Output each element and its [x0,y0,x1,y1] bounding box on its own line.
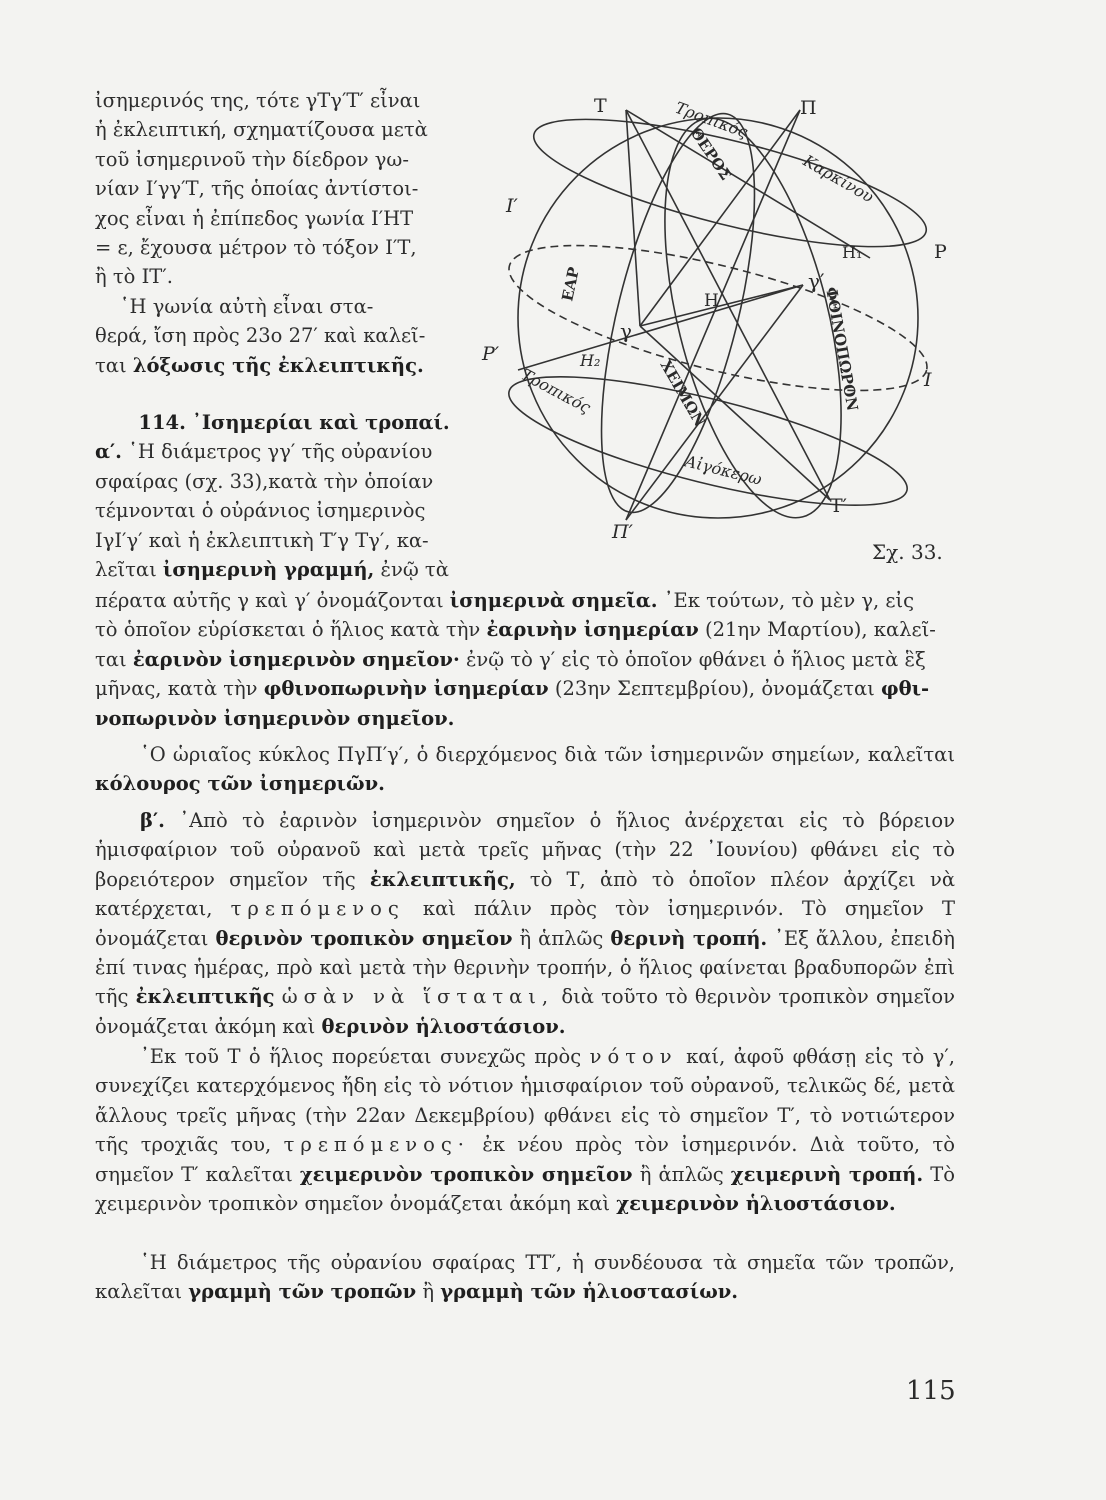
label-aigokerou: Αἰγόκερω [683,451,764,489]
paragraph-ecliptic-definition [95,86,457,292]
term-winter-solstice: χειμερινὴ τροπή. [730,1162,924,1186]
text-run: ἐκ νέου πρὸς τὸν ἰσημερινόν. Διὰ τοῦτο, τὸ σημεῖον Τ′ καλεῖται [95,1133,956,1186]
text-run: ἢ [422,1280,435,1304]
label-I: Ι [924,369,932,391]
label-I-prime: Ι′ [506,195,518,217]
line: ἐνῷ τὰ [380,558,449,582]
term-summer-tropic-point: θερινὸν τροπικὸν σημεῖον [215,926,513,950]
label-ear: ΕΑΡ [558,265,584,303]
line: ῾Η διάμετρος γγ′ τῆς οὐρανίου [128,440,433,464]
text-run: ῾Ο ὡριαῖος κύκλος ΠγΠ′γ′, ὁ διερχόμενος διὰ τῶν ἰσημερινῶν σημείων, καλεῖται [140,743,955,766]
label-R: Ρ [934,241,947,263]
colure-left [570,97,786,527]
label-tropic-top: Τροπικός [672,97,751,142]
term-equinoctial-line: ἰσημερινὴ γραμμή, [162,558,375,582]
line: σφαίρας (σχ. 33),κατὰ τὴν ὁποίαν [95,469,434,493]
spaced-word: τρεπόμενος [230,897,405,921]
line: ἡ ἐκλειπτική, σχηματίζουσα μετὰ [95,118,428,142]
term-ecliptic: ἐκλειπτικῆς [135,985,275,1009]
line: = ε, ἔχουσα μέτρον τὸ τόξον Ι′Τ, [95,236,417,260]
label-phthinoporon: ΦΘΙΝΟΠΩΡΟΝ [822,285,862,413]
text-run: διὰ τοῦτο τὸ θερινὸν τροπικὸν σημεῖον ὀνομάζεται ἀκόμη καὶ [95,985,955,1038]
term-equinoctial-points: ἰσημερινὰ σημεῖα. [449,589,658,612]
line: θερά, ἴση πρὸς 23ο 27′ καὶ καλεῖ- [95,324,426,348]
paragraph-beta-summer [95,806,955,1041]
term-equinoctial-colure: κόλουρος τῶν ἰσημεριῶν. [95,772,385,796]
text-run: καὶ πάλιν πρὸς τὸν ἰσημερινόν. Τὸ σημεῖον Τ ὀνομάζεται [95,897,955,950]
text-run: ᾿Εκ τοῦ Τ ὁ ἥλιος πορεύεται συνεχῶς πρὸς [140,1045,582,1068]
term-ecliptic: ἐκλειπτικῆς, [369,867,516,891]
text-run: ᾿Εκ τούτων, τὸ μὲν γ, εἰς [663,589,915,612]
label-R-prime: Ρ′ [482,343,500,365]
text-run: ῾Η διάμετρος τῆς οὐρανίου σφαίρας ΤΤ′, ἡ συνδέουσα τὰ σημεῖα τῶν τροπῶν, καλεῖται [95,1251,955,1304]
term-autumnal-point-start: φθι- [880,677,930,701]
spaced-word: τρεπόμενος· [283,1133,470,1157]
term-summer-heliostasion: θερινὸν ἡλιοστάσιον. [321,1014,566,1038]
label-karkinou: Καρκίνου [800,151,878,207]
label-T: Τ [594,95,607,117]
term-vernal-equinox: ἐαρινὴν ἰσημερίαν [486,618,699,642]
label-H1: Η₁ [842,243,863,262]
term-obliquity: λόξωσις τῆς ἐκλειπτικῆς. [132,353,424,377]
alpha-marker: α′. [95,440,122,464]
label-gamma: γ [620,319,632,343]
line: ται [95,353,127,377]
text-run: ᾿Εξ ἄλλου, ἐπειδὴ ἐπί τινας ἡμέρας, πρὸ καὶ μετὰ τὴν θερινὴν τροπήν, ὁ ἥλιος φαίνεται βραδυπορῶν ἐπὶ τῆς [95,926,955,1009]
text-run: (23ην Σεπτεμβρίου), ὀνομάζεται [554,677,875,701]
label-P: Π [800,97,817,119]
text-run: ᾿Απὸ τὸ ἐαρινὸν ἰσημερινὸν σημεῖον ὁ ἥλιος ἀνέρχεται εἰς τὸ βόρειον ἡμισφαίριον τοῦ οὐρανοῦ καὶ μετὰ τρεῖς μῆνας (τὴν 22 ᾿Ιουνίου) φθάνει εἰς τὸ βορειότερον σημεῖον τῆς [95,809,955,891]
text-run: ἢ ἁπλῶς [639,1162,724,1186]
text-run: πέρατα αὐτῆς γ καὶ γ′ ὀνομάζονται [95,589,444,612]
term-autumnal-equinox: φθινοπωρινὴν ἰσημερίαν [263,677,549,701]
section-number: 114. [138,411,186,434]
section-title: ᾿Ισημερίαι καὶ τροπαί. [192,411,450,434]
term-line-of-solstices: γραμμὴ τῶν ἡλιοστασίων. [440,1280,739,1304]
term-autumnal-point-end: νοπωρινὸν ἰσημερινὸν σημεῖον. [95,706,455,730]
line: νίαν Ι′γγ′Τ, τῆς ὁποίας ἀντίστοι- [95,177,419,201]
text-run: ἢ ἁπλῶς [519,926,604,950]
spaced-word: νότον [589,1045,678,1068]
term-line-of-tropics: γραμμὴ τῶν τροπῶν [188,1280,417,1304]
label-tropic-bottom: Τροπικός [518,364,594,418]
paragraph-solstice-line [95,1248,955,1307]
line: χος εἶναι ἡ ἐπίπεδος γωνία Ι′ΗΤ [95,206,414,230]
paragraph-winter [95,1042,955,1218]
text-run: τὸ ὁποῖον εὑρίσκεται ὁ ἥλιος κατὰ τὴν [95,618,481,642]
text-run: Τὸ χειμερινὸν τροπικὸν σημεῖον ὀνομάζεται ἀκόμη καὶ [95,1162,956,1216]
line: τοῦ ἰσημερινοῦ τὴν δίεδρον γω- [95,147,409,171]
term-summer-solstice: θερινὴ τροπή. [610,926,768,950]
text-run: μῆνας, κατὰ τὴν [95,677,258,701]
spaced-words: ὡσὰν νὰ ἵσταται, [281,985,555,1009]
label-cheimon: ΧΕΙΜΩΝ [656,357,710,430]
label-T-prime: Τ′ [830,495,847,517]
line: ΙγΙ′γ′ καὶ ἡ ἐκλειπτικὴ Τ′γ Τγ′, κα- [95,528,429,552]
label-H: Η [704,291,719,311]
line: ῾Η γωνία αὐτὴ εἶναι στα- [119,295,374,318]
line: ἰσημερινός της, τότε γΤγ′Τ′ εἶναι [95,89,421,112]
line: ἢ τὸ ΙΤ′. [95,265,173,289]
paragraph-colure [95,740,955,799]
line: τέμνονται ὁ οὐράνιος ἰσημερινὸς [95,499,426,523]
celestial-sphere-figure [478,88,958,548]
text-run: (21ην Μαρτίου), καλεῖ- [705,618,936,642]
paragraph-equinoxes [95,586,955,733]
label-gamma-prime: γ′ [808,269,825,293]
term-winter-heliostasion: χειμερινὸν ἡλιοστάσιον. [616,1192,896,1216]
section-114 [95,408,457,584]
line: λεῖται [95,558,157,582]
term-winter-tropic-point: χειμερινὸν τροπικὸν σημεῖον [299,1162,633,1186]
text-run: ται [95,647,127,671]
page-number: 115 [906,1376,956,1406]
paragraph-obliquity [95,292,457,380]
text-run: ἐνῷ τὸ γ′ εἰς τὸ ὁποῖον φθάνει ὁ ἥλιος μετὰ ἓξ [465,647,926,671]
term-vernal-point: ἐαρινὸν ἰσημερινὸν σημεῖον· [132,647,460,671]
beta-marker: β′. [140,809,165,832]
label-P-prime: Π′ [612,521,633,543]
text-run: τὸ Τ, ἀπὸ τὸ ὁποῖον πλέον ἀρχίζει νὰ κατέρχεται, [95,867,956,921]
line-T-gamma [626,110,640,326]
line-gammaprime-Pprime [626,285,803,520]
label-H2: Η₂ [580,351,601,370]
label-theros: ΘΕΡΟΣ [686,124,735,184]
figure-caption: Σχ. 33. [872,540,943,564]
text-run: καί, ἀφοῦ φθάσῃ εἰς τὸ γ′, συνεχίζει κατερχόμενος ἤδη εἰς τὸ νότιον ἡμισφαίριον τοῦ οὐρανοῦ, τελικῶς δέ, μετὰ ἄλλους τρεῖς μῆνας (τὴν 22αν Δεκεμβρίου) φθάνει εἰς τὸ σημεῖον Τ′, τὸ νοτιώτερον τῆς τροχιᾶς του, [95,1045,955,1157]
